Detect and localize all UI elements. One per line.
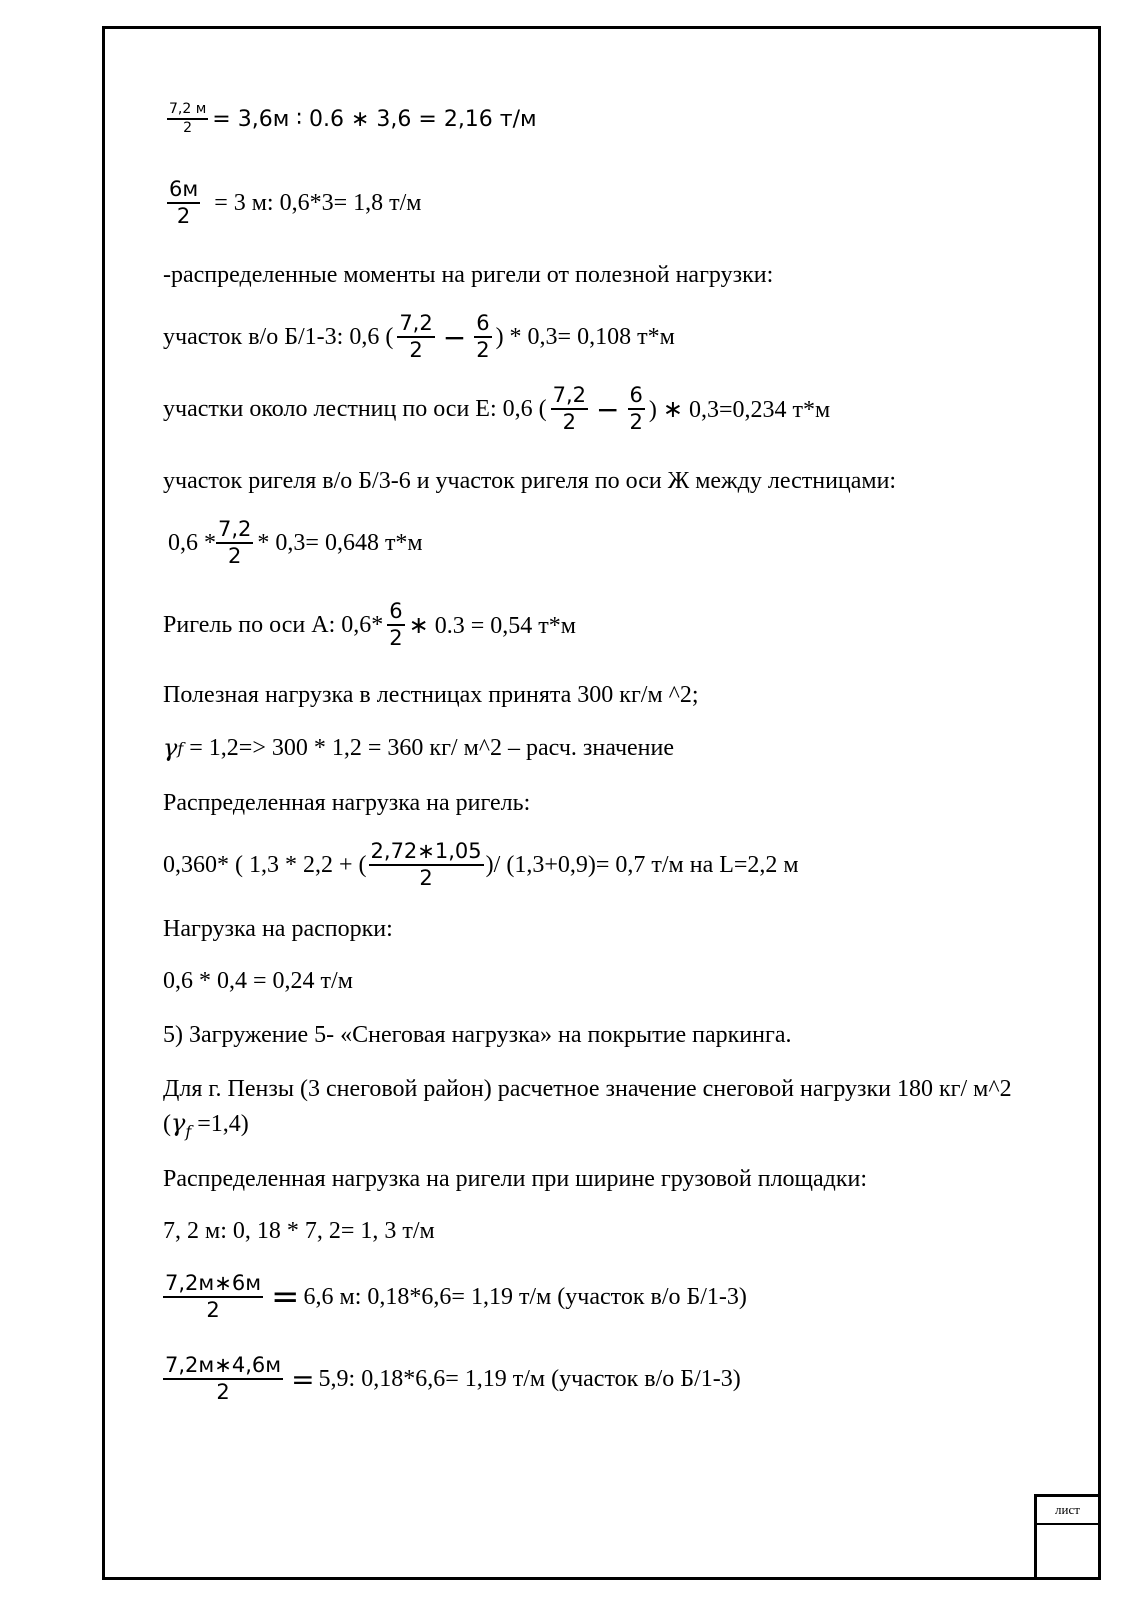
text-line-15: 5) Загружение 5- «Снеговая нагрузка» на покрытие паркинга. [163, 1022, 792, 1048]
text-line-14: 0,6 * 0,4 = 0,24 т/м [163, 968, 353, 994]
fraction: $\frac{7,2}{2}$ [399, 311, 433, 363]
fraction: $\frac{6}{2}$ [629, 383, 643, 435]
formula-line-8: Ригель по оси А: 0,6* $\frac{6}{2}$ ∗ 0.3 = 0,54 т*м [163, 599, 576, 651]
text-line-3: -распределенные моменты на ригели от полезной нагрузки: [163, 262, 774, 288]
text-line-11: Распределенная нагрузка на ригель: [163, 790, 531, 816]
fraction: $\frac{7,2м∗6м}{2}$ [165, 1271, 262, 1323]
text-line-16: Для г. Пензы (3 снеговой район) расчетное значение снеговой нагрузки 180 кг/ м^2 $(\gamma_f =1,4)$ [163, 1076, 1012, 1141]
fraction: $\frac{2,72∗1,05}{2}$ [370, 839, 482, 891]
sheet-label: лист [1037, 1497, 1098, 1525]
fraction: $\frac{6}{2}$ [476, 311, 490, 363]
fraction: $\frac{6}{2}$ [389, 599, 403, 651]
fraction: $\frac{7,2}{2}$ [218, 517, 252, 569]
formula-line-5: участки около лестниц по оси Е: 0,6 ( $\frac{7,2}{2}$ − $\frac{6}{2}$ ) ∗ 0,3=0,234 т*м [163, 383, 831, 435]
text-line-18: 7, 2 м: 0, 18 * 7, 2= 1, 3 т/м [163, 1218, 435, 1244]
formula-line-10: γ f = 1,2=> 300 * 1,2 = 360 кг/ м^2 – расч. значение [163, 734, 674, 762]
formula-line-4: участок в/о Б/1-3: 0,6 ( $\frac{7,2}{2}$ − $\frac{6}{2}$ ) * 0,3= 0,108 т*м [163, 311, 675, 363]
formula-line-2: $\frac{6м}{2}$ = 3 м: 0,6*3= 1,8 т/м [169, 177, 422, 229]
fraction: $\frac{6м}{2}$ [169, 177, 199, 229]
formula-line-1: $\frac{7,2 м}{2}$ = 3,6м ∶ 0.6 ∗ 3,6 = 2,16 т/м [169, 101, 537, 137]
text-line-13: Нагрузка на распорки: [163, 916, 393, 942]
formula-line-7: 0,6 * $\frac{7,2}{2}$ * 0,3= 0,648 т*м [168, 517, 423, 569]
formula-line-12: 0,360* ( 1,3 * 2,2 + ( $\frac{2,72∗1,05}{2}$ )/ ( 1,3+0,9)= 0,7 т/м на L=2,2 м [163, 839, 799, 891]
text-line-6: участок ригеля в/о Б/3-6 и участок ригеля по оси Ж между лестницами: [163, 468, 897, 494]
text-line-17: Распределенная нагрузка на ригели при ширине грузовой площадки: [163, 1166, 868, 1192]
fraction: $\frac{7,2}{2}$ [552, 383, 587, 435]
sheet-stamp [1034, 1494, 1101, 1580]
fraction: $\frac{7,2м∗4,6м}{2}$ [165, 1353, 282, 1405]
formula-line-19: $\frac{7,2м∗6м}{2}$ = 6,6 м: 0,18*6,6= 1,19 т/м (участок в/о Б/1-3) [165, 1271, 747, 1323]
fraction: $\frac{7,2 м}{2}$ [169, 101, 207, 137]
text-line-9: Полезная нагрузка в лестницах принята 300 кг/м ^2; [163, 682, 699, 708]
formula-line-20: $\frac{7,2м∗4,6м}{2}$ = 5,9: 0,18*6,6= 1,19 т/м (участок в/о Б/1-3) [165, 1353, 741, 1405]
